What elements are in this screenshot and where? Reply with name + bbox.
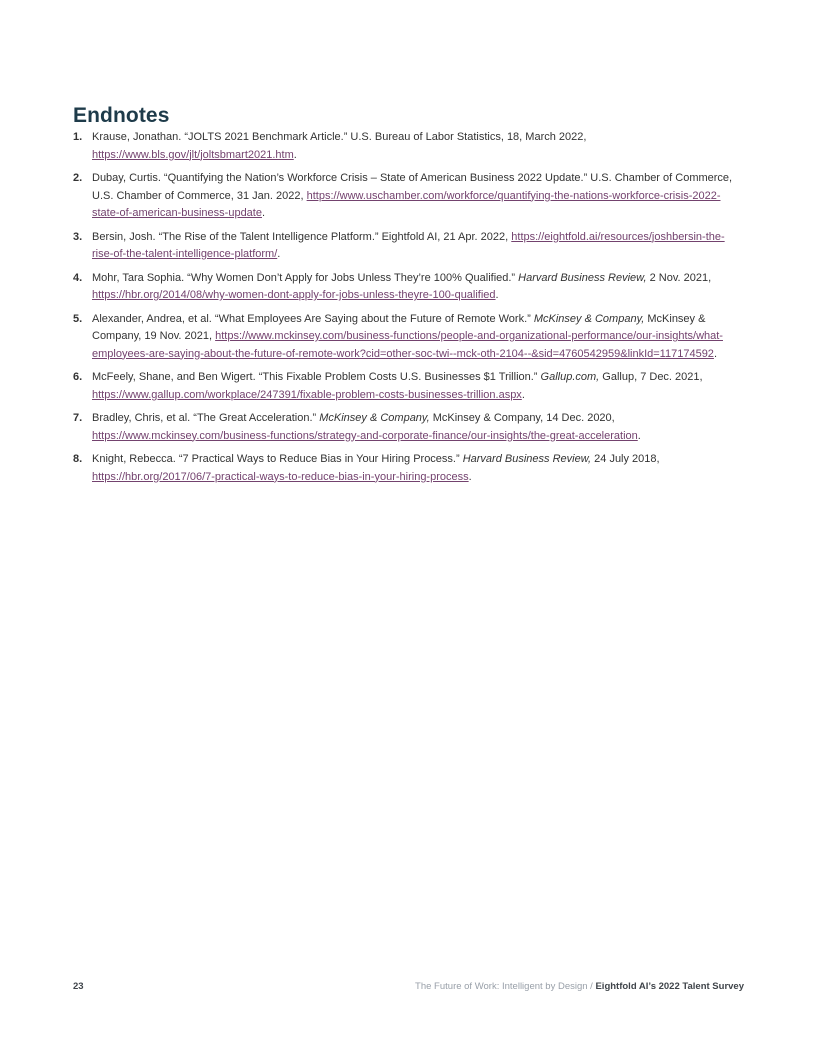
- endnote-number: 3.: [73, 230, 83, 243]
- citation-text: Bersin, Josh. “The Rise of the Talent Intelligence Platform.” Eightfold AI, 21 Apr. 2022,: [92, 230, 512, 243]
- citation-text: .: [277, 248, 281, 260]
- citation-text: .: [521, 388, 525, 401]
- endnote-number: 5.: [73, 312, 83, 325]
- endnote-text: [92, 451, 745, 486]
- publication-name: Gallup.com,: [540, 371, 600, 383]
- citation-link[interactable]: https://eightfold.ai/resources/joshbersin-the-rise-of-the-talent-intelligence-platform/: [92, 230, 725, 260]
- page-title: Endnotes: [73, 104, 170, 128]
- citation-link[interactable]: https://www.uschamber.com/workforce/quantifying-the-nations-workforce-crisis-2022-state-of-american-business-update: [92, 189, 721, 219]
- endnote-item: [73, 270, 745, 305]
- publication-name: Harvard Business Review,: [518, 271, 647, 284]
- citation-text: Mohr, Tara Sophia. “Why Women Don’t Apply for Jobs Unless They’re 100% Qualified.”: [92, 271, 519, 284]
- endnote-text: [92, 229, 745, 264]
- endnote-item: [73, 229, 745, 264]
- endnote-number: 7.: [73, 412, 83, 424]
- endnote-number: 2.: [73, 172, 83, 184]
- citation-text: Dubay, Curtis. “Quantifying the Nation’s Workforce Crisis – State of American Business 2022 Update.” U.S. Chamber of Commerce, U.S. Chamber of Commerce, 31 Jan. 2022,: [92, 172, 733, 202]
- citation-text: McKinsey & Company, 14 Dec. 2020,: [429, 412, 615, 424]
- publication-name: McKinsey & Company,: [319, 412, 430, 424]
- endnote-text: [92, 369, 745, 404]
- endnote-text: [92, 270, 745, 305]
- citation-text: Bradley, Chris, et al. “The Great Acceleration.”: [92, 412, 320, 424]
- citation-link[interactable]: https://www.mckinsey.com/business-functions/strategy-and-corporate-finance/our-insights/the-great-acceleration: [92, 429, 638, 442]
- endnote-text: [92, 170, 745, 223]
- publication-name: McKinsey & Company,: [533, 312, 645, 325]
- endnote-number: 8.: [73, 453, 83, 465]
- citation-text: Alexander, Andrea, et al. “What Employees Are Saying about the Future of Remote Work.”: [92, 312, 534, 325]
- citation-text: Gallup, 7 Dec. 2021,: [599, 371, 703, 383]
- citation-text: .: [713, 347, 717, 360]
- endnote-item: [73, 451, 745, 486]
- endnote-item: [73, 410, 745, 445]
- citation-link[interactable]: https://www.gallup.com/workplace/247391/fixable-problem-costs-businesses-trillion.aspx: [92, 388, 522, 401]
- citation-text: McFeely, Shane, and Ben Wigert. “This Fixable Problem Costs U.S. Businesses $1 Trillion.”: [92, 371, 541, 383]
- citation-link[interactable]: https://www.mckinsey.com/business-functions/people-and-organizational-performance/our-insights/what-employees-are-saying-about-the-future-of-remote-work?cid=other-soc-twi--mck-oth-2104--&sid=4760542959&linkId=117174592: [92, 330, 723, 360]
- endnote-item: [73, 129, 745, 164]
- endnote-item: [73, 311, 745, 364]
- page-number: 23: [73, 981, 84, 992]
- citation-text: McKinsey & Company, 19 Nov. 2021,: [92, 312, 706, 342]
- citation-text: .: [637, 429, 641, 442]
- citation-text: .: [495, 289, 499, 301]
- footer-doc-title: [415, 981, 744, 992]
- endnote-text: [92, 311, 745, 364]
- footer-doc-title-bold: Eightfold AI’s 2022 Talent Survey: [595, 981, 744, 992]
- citation-link[interactable]: https://www.bls.gov/jlt/joltsbmart2021.htm: [92, 148, 294, 161]
- page-footer: [73, 981, 744, 992]
- footer-separator: /: [587, 981, 596, 992]
- endnote-text: [92, 410, 745, 445]
- footer-doc-title-light: The Future of Work: Intelligent by Design: [415, 981, 588, 992]
- citation-text: .: [293, 148, 297, 161]
- citation-text: 2 Nov. 2021,: [646, 271, 712, 284]
- endnote-text: [92, 129, 745, 164]
- citation-text: .: [468, 470, 472, 483]
- publication-name: Harvard Business Review,: [462, 453, 592, 465]
- endnote-item: [73, 369, 745, 404]
- citation-text: Knight, Rebecca. “7 Practical Ways to Reduce Bias in Your Hiring Process.”: [92, 453, 463, 465]
- endnote-item: [73, 170, 745, 223]
- citation-text: 24 July 2018,: [591, 453, 660, 465]
- endnote-number: 1.: [73, 131, 83, 143]
- citation-text: Krause, Jonathan. “JOLTS 2021 Benchmark Article.” U.S. Bureau of Labor Statistics, 18, March 2022,: [92, 131, 587, 143]
- endnotes-list: [73, 129, 745, 492]
- endnote-number: 6.: [73, 371, 83, 383]
- endnote-number: 4.: [73, 271, 83, 284]
- citation-text: .: [261, 207, 266, 219]
- citation-link[interactable]: https://hbr.org/2017/06/7-practical-ways-to-reduce-bias-in-your-hiring-process: [92, 470, 469, 483]
- citation-link[interactable]: https://hbr.org/2014/08/why-women-dont-apply-for-jobs-unless-theyre-100-qualified: [92, 289, 496, 301]
